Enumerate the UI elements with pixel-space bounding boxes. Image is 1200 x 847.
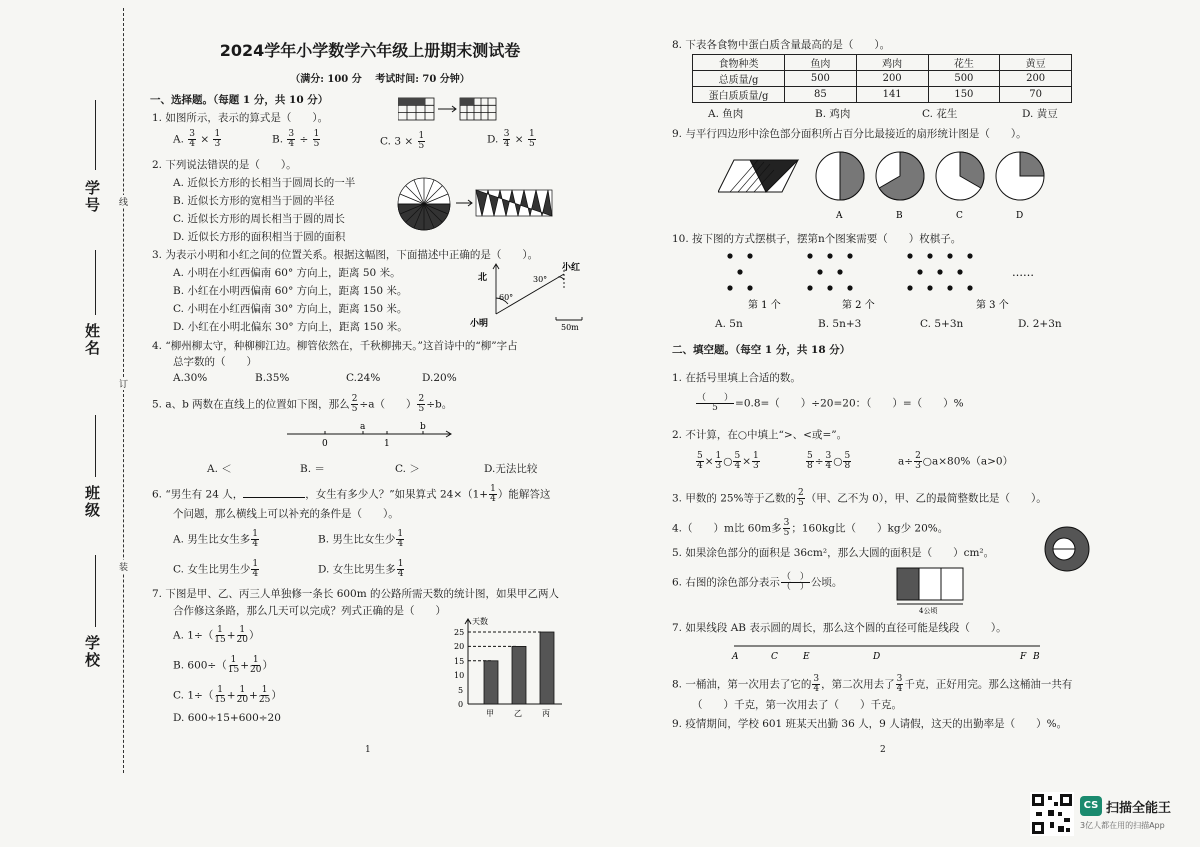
- q5-option-a[interactable]: A. ＜: [207, 463, 232, 475]
- q10-option-c[interactable]: C. 5+3n: [920, 318, 964, 330]
- q3-text: 3. 为表示小明和小红之间的位置关系。根据这幅图，下面描述中正确的是（ ）。: [152, 249, 539, 261]
- qr-code-icon: [1030, 792, 1074, 836]
- table-header-cell: 鱼肉: [785, 55, 857, 71]
- q5-number-line: [285, 422, 455, 448]
- q10-label-2: 第 2 个: [842, 300, 875, 311]
- q10-ellipsis: ……: [1012, 266, 1034, 279]
- label-school: 学校: [83, 635, 101, 669]
- table-header-cell: 黄豆: [1000, 55, 1072, 71]
- bar-bing: [540, 632, 554, 704]
- q9-option-b[interactable]: B: [896, 211, 903, 221]
- q4-text-cont: 总字数的（ ）: [173, 356, 257, 368]
- xiaohong-label: 小红: [562, 263, 581, 273]
- f9-text: 9. 疫情期间，学校 601 班某天出勤 36 人，9 人请假，这天的出勤率是（ ）%。: [672, 718, 1068, 730]
- app-name: 扫描全能王: [1106, 801, 1172, 816]
- q7-option-c[interactable]: C. 1÷（ $\frac{1}{15}$ + $\frac{1}{20}$ + $\frac{1}{25}$ ）: [173, 685, 282, 705]
- q2-option-a[interactable]: A. 近似长方形的长相当于圆周长的一半: [173, 177, 356, 189]
- q6-option-b[interactable]: B. 男生比女生少 $\frac{1}{4}$: [318, 529, 404, 549]
- fill-line-name: [95, 250, 96, 315]
- table-cell: 总质量/g: [693, 71, 785, 87]
- point-a: A: [732, 652, 739, 662]
- f8-text-cont: （ ）千克，第一次用去了（ ）千克。: [692, 699, 902, 711]
- ytick-20: 20: [454, 642, 465, 651]
- q9-option-d[interactable]: D: [1016, 211, 1024, 221]
- table-row: [693, 71, 1072, 87]
- app-tagline: 3亿人都在用的扫描App: [1080, 821, 1165, 830]
- angle-30-label: 30°: [533, 275, 548, 284]
- f3-text: 3. 甲数的 25%等于乙数的 $\frac{2}{5}$ （甲、乙不为 0），甲、乙的最简整数比是（ ）。: [672, 488, 1047, 508]
- f2-text: 2. 不计算，在○中填上“>、<或=”。: [672, 429, 848, 441]
- exam-subtitle: （满分: 100 分 考试时间: 70 分钟）: [290, 74, 470, 85]
- table-cell: 蛋白质质量/g: [693, 87, 785, 103]
- point-f: F: [1020, 652, 1027, 662]
- q8-food-table: [692, 54, 1072, 103]
- q9-text: 9. 与平行四边形中涂色部分面积所占百分比最接近的扇形统计图是（ ）。: [672, 128, 1027, 140]
- q8-option-c[interactable]: C. 花生: [922, 108, 958, 120]
- q8-option-d[interactable]: D. 黄豆: [1022, 108, 1058, 120]
- q6-option-a[interactable]: A. 男生比女生多 $\frac{1}{4}$: [173, 529, 258, 549]
- table-header-cell: 食物种类: [693, 55, 785, 71]
- cat-bing: 丙: [542, 709, 550, 718]
- q5-option-d[interactable]: D.无法比较: [484, 463, 538, 475]
- q7-option-a[interactable]: A. 1÷（ $\frac{1}{15}$ + $\frac{1}{20}$ ）: [173, 625, 260, 645]
- q10-label-3: 第 3 个: [976, 300, 1009, 311]
- chart-unit-label: 天数: [472, 617, 488, 626]
- cat-jia: 甲: [486, 709, 494, 718]
- f6-label: 4公顷: [919, 607, 938, 614]
- q10-option-d[interactable]: D. 2+3n: [1018, 318, 1062, 330]
- q9-figures: [718, 146, 1058, 226]
- table-cell: 70: [1000, 87, 1072, 103]
- cut-mark-xian: 线: [119, 195, 128, 208]
- bar-yi: [512, 646, 526, 704]
- q10-option-a[interactable]: A. 5n: [715, 318, 743, 330]
- q7-option-d[interactable]: D. 600÷15+600÷20: [173, 712, 281, 724]
- q9-option-c[interactable]: C: [956, 211, 963, 221]
- q10-text: 10. 按下图的方式摆棋子，摆第n个图案需要（ ）枚棋子。: [672, 233, 962, 245]
- q9-option-a[interactable]: A: [836, 211, 843, 221]
- q5-option-c[interactable]: C. ＞: [395, 463, 420, 475]
- table-cell: 200: [856, 71, 928, 87]
- q7-text: 7. 下图是甲、乙、丙三人单独修一条长 600m 的公路所需天数的统计图，如果甲乙两人: [152, 588, 560, 600]
- table-cell: 500: [928, 71, 1000, 87]
- q3-direction-figure: [470, 258, 590, 332]
- q1-option-a[interactable]: A. $\frac{3}{4}$ × $\frac{1}{3}$: [173, 129, 221, 149]
- q5-text: 5. a、b 两数在直线上的位置如下图，那么 $\frac{2}{5}$ ÷a（ ） $\frac{2}{5}$ ÷b。: [152, 394, 453, 414]
- angle-60-label: 60°: [499, 293, 514, 302]
- cut-mark-ding: 订: [119, 377, 128, 390]
- table-row: [693, 55, 1072, 71]
- label-name: 姓名: [83, 323, 101, 357]
- fill-line-class: [95, 415, 96, 477]
- tick-0: 0: [322, 439, 328, 448]
- exam-title: 2024学年小学数学六年级上册期末测试卷: [219, 41, 521, 60]
- point-d: D: [873, 652, 881, 662]
- ytick-10: 10: [454, 671, 465, 680]
- f4-text: 4.（ ）m比 60m多 $\frac{3}{5}$ ；160kg比（ ）kg少 20%。: [672, 518, 949, 538]
- q1-option-d[interactable]: D. $\frac{3}{4}$ × $\frac{1}{5}$: [487, 129, 535, 149]
- q4-option-d[interactable]: D.20%: [422, 372, 457, 384]
- table-cell: 200: [1000, 71, 1072, 87]
- q7-bar-chart: [452, 614, 572, 720]
- f5-text: 5. 如果涂色部分的面积是 36cm²，那么大圆的面积是（ ）cm²。: [672, 547, 995, 559]
- ytick-0: 0: [458, 700, 464, 709]
- tick-b: b: [420, 422, 426, 432]
- q2-option-d[interactable]: D. 近似长方形的面积相当于圆的面积: [173, 231, 346, 243]
- q8-text: 8. 下表各食物中蛋白质含量最高的是（ ）。: [672, 39, 891, 51]
- cut-line: [123, 8, 124, 773]
- q2-text: 2. 下列说法错误的是（ ）。: [152, 159, 297, 171]
- label-student-id: 学号: [83, 180, 101, 214]
- camscanner-logo: CS: [1080, 796, 1102, 816]
- f5-circle-figure: [1042, 524, 1092, 574]
- ytick-5: 5: [458, 686, 464, 695]
- q4-option-b[interactable]: B.35%: [255, 372, 290, 384]
- q3-option-c[interactable]: C. 小明在小红西偏南 30° 方向上，距离 150 米。: [173, 303, 408, 315]
- q10-option-b[interactable]: B. 5n+3: [818, 318, 862, 330]
- q4-text: 4. “柳州柳太守，种柳柳江边。柳管依然在，千秋柳拂天。”这首诗中的“柳”字占: [152, 340, 518, 352]
- f2-expr-2[interactable]: $\frac{5}{8}$ ÷ $\frac{3}{4}$ ○ $\frac{5}{8}$: [807, 451, 851, 471]
- page-number-1: 1: [365, 745, 371, 755]
- ytick-15: 15: [454, 657, 465, 666]
- scale-label: 50m: [561, 323, 579, 332]
- bar-jia: [484, 661, 498, 704]
- f7-text: 7. 如果线段 AB 表示圆的周长，那么这个圆的直径可能是线段（ ）。: [672, 622, 1007, 634]
- table-cell: 85: [785, 87, 857, 103]
- tick-1: 1: [384, 439, 390, 448]
- point-b: B: [1033, 652, 1040, 662]
- table-header-cell: 花生: [928, 55, 1000, 71]
- q10-label-1: 第 1 个: [748, 300, 781, 311]
- f7-segment-figure: [728, 638, 1048, 662]
- q6-text: 6. “男生有 24 人， ，女生有多少人？”如果算式 24×（1+ $\frac{1}{4}$ ）能解答这: [152, 484, 551, 504]
- page-number-2: 2: [880, 745, 886, 755]
- q6-option-d[interactable]: D. 女生比男生多 $\frac{1}{4}$: [318, 559, 404, 579]
- f8-text: 8. 一桶油，第一次用去了它的 $\frac{3}{4}$ ，第二次用去了 $\frac{3}{4}$ 千克，正好用完。那么这桶油一共有: [672, 674, 1073, 694]
- f6-hectare-figure: [895, 566, 967, 614]
- fill-line-school: [95, 555, 96, 627]
- fill-line-id: [95, 100, 96, 170]
- point-c: C: [771, 652, 778, 662]
- ytick-25: 25: [454, 628, 465, 637]
- xiaoming-label: 小明: [470, 319, 489, 329]
- table-header-cell: 鸡肉: [856, 55, 928, 71]
- f1-text: 1. 在括号里填上合适的数。: [672, 372, 801, 384]
- cat-yi: 乙: [514, 709, 522, 718]
- label-class: 班级: [83, 485, 101, 519]
- section2-heading: 二、填空题。（每空 1 分，共 18 分）: [672, 344, 851, 356]
- q6-text-cont: 个问题，那么横线上可以补充的条件是（ ）。: [173, 508, 399, 520]
- q8-option-b[interactable]: B. 鸡肉: [815, 108, 851, 120]
- section1-heading: 一、选择题。（每题 1 分，共 10 分）: [150, 94, 329, 106]
- q8-option-a[interactable]: A. 鱼肉: [708, 108, 744, 120]
- f6-text: 6. 右图的涂色部分表示 $\frac{( )}{( )}$ 公顷。: [672, 572, 843, 592]
- q7-text-cont: 合作修这条路，那么几天可以完成？列式正确的是（ ）: [173, 605, 446, 617]
- q4-option-c[interactable]: C.24%: [346, 372, 381, 384]
- q6-option-c[interactable]: C. 女生比男生少 $\frac{1}{4}$: [173, 559, 259, 579]
- table-cell: 141: [856, 87, 928, 103]
- table-row: [693, 87, 1072, 103]
- q7-option-b[interactable]: B. 600÷（ $\frac{1}{15}$ + $\frac{1}{20}$ ）: [173, 655, 273, 675]
- table-cell: 150: [928, 87, 1000, 103]
- q2-option-c[interactable]: C. 近似长方形的周长相当于圆的周长: [173, 213, 345, 225]
- table-cell: 500: [785, 71, 857, 87]
- f2-expr-3[interactable]: a÷ $\frac{2}{3}$ ○a×80%（a>0）: [898, 451, 1014, 471]
- tick-a: a: [360, 422, 366, 432]
- q2-option-b[interactable]: B. 近似长方形的宽相当于圆的半径: [173, 195, 335, 207]
- f1-expression[interactable]: $\frac{( )}{5}$ =0.8=（ ）÷20=20：（ ）=（ ）%: [697, 393, 964, 413]
- north-label: 北: [478, 273, 488, 283]
- point-e: E: [803, 652, 810, 662]
- q1-text: 1. 如图所示，表示的算式是（ ）。: [152, 112, 329, 124]
- cut-mark-zhuang: 装: [119, 560, 128, 573]
- f2-expr-1[interactable]: $\frac{5}{4}$ × $\frac{1}{3}$ ○ $\frac{5}{4}$ × $\frac{1}{3}$: [697, 451, 759, 471]
- q3-option-b[interactable]: B. 小红在小明西偏南 60° 方向上，距离 150 米。: [173, 285, 408, 297]
- q5-option-b[interactable]: B. ＝: [300, 463, 325, 475]
- q1-option-b[interactable]: B. $\frac{3}{4}$ ÷ $\frac{1}{5}$: [272, 129, 320, 149]
- q3-option-d[interactable]: D. 小红在小明北偏东 30° 方向上，距离 150 米。: [173, 321, 408, 333]
- q1-option-c[interactable]: C. 3 × $\frac{1}{5}$: [380, 131, 425, 151]
- q2-circle-to-rectangle-figure: [396, 176, 556, 232]
- q3-option-a[interactable]: A. 小明在小红西偏南 60° 方向上，距离 50 米。: [173, 267, 401, 279]
- q1-grid-figures: [398, 96, 498, 122]
- q4-option-a[interactable]: A.30%: [173, 372, 208, 384]
- q10-pattern-figure: [720, 248, 1050, 314]
